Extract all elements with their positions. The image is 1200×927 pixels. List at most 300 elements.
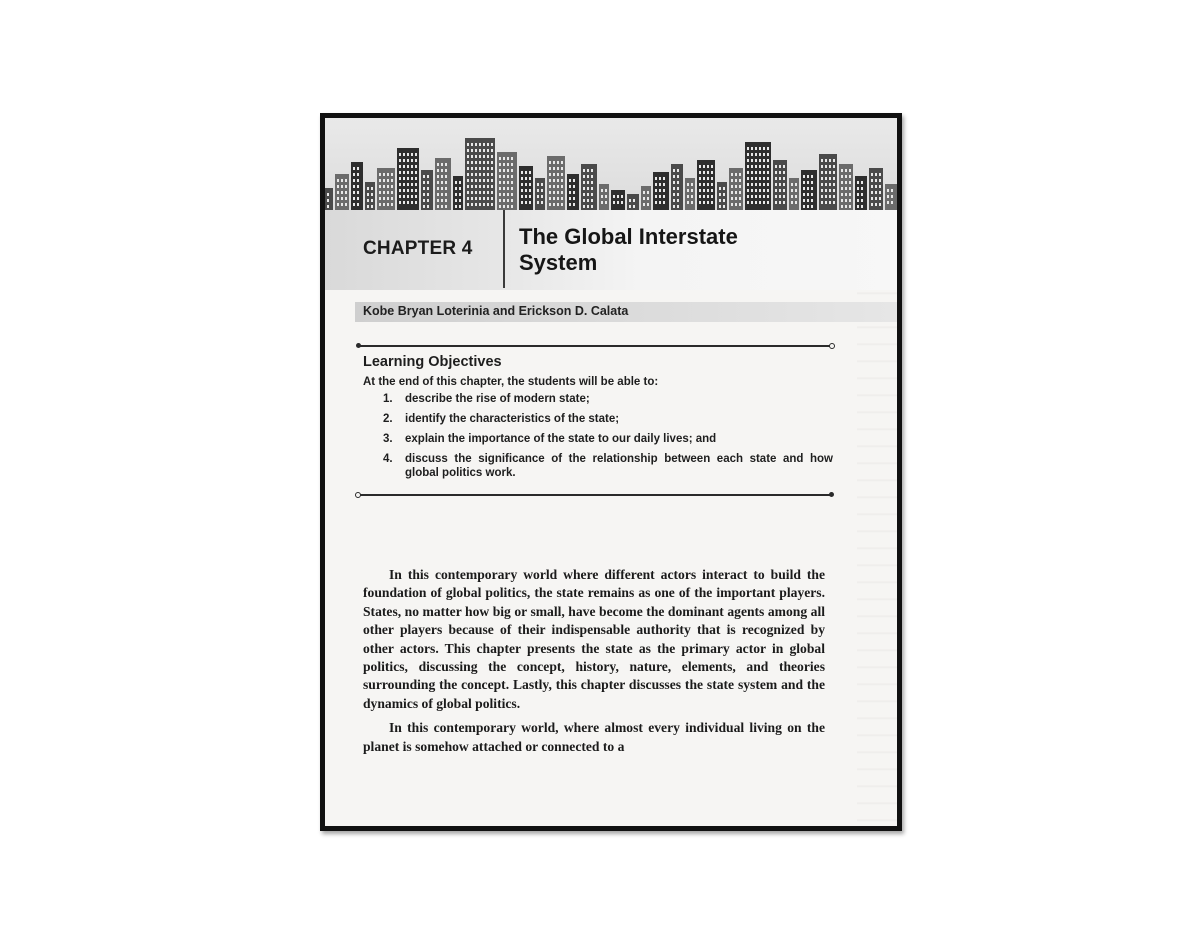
building-window xyxy=(467,185,469,188)
building-window xyxy=(677,181,679,184)
building-window xyxy=(779,201,781,204)
building-window xyxy=(553,203,555,206)
building-window xyxy=(795,195,797,198)
building-window xyxy=(775,165,777,168)
building-window xyxy=(751,183,753,186)
building-window xyxy=(525,177,527,180)
building-window xyxy=(629,199,631,202)
building-window xyxy=(475,143,477,146)
building-window xyxy=(479,143,481,146)
building-window xyxy=(537,195,539,198)
building-window xyxy=(731,173,733,176)
building-window xyxy=(341,203,343,206)
building-window xyxy=(371,199,373,202)
building-window xyxy=(811,187,813,190)
building-window xyxy=(719,187,721,190)
building-window xyxy=(763,147,765,150)
building-window xyxy=(751,159,753,162)
building-window xyxy=(677,193,679,196)
building-shape xyxy=(535,178,545,210)
building-window xyxy=(403,195,405,198)
building-window xyxy=(751,201,753,204)
building-window xyxy=(367,199,369,202)
objective-text: discuss the significance of the relationship between each state and how global politics work. xyxy=(405,453,833,479)
building-window xyxy=(759,171,761,174)
building-window xyxy=(541,195,543,198)
building-window xyxy=(841,205,843,208)
building-window xyxy=(755,183,757,186)
building-window xyxy=(411,159,413,162)
building-window xyxy=(391,191,393,194)
building-window xyxy=(487,179,489,182)
building-window xyxy=(557,197,559,200)
building-window xyxy=(763,201,765,204)
building-window xyxy=(403,171,405,174)
building-window xyxy=(849,193,851,196)
building-window xyxy=(487,149,489,152)
building-window xyxy=(811,181,813,184)
building-window xyxy=(731,179,733,182)
building-window xyxy=(807,175,809,178)
building-window xyxy=(821,165,823,168)
building-window xyxy=(423,181,425,184)
building-window xyxy=(383,191,385,194)
building-window xyxy=(441,169,443,172)
building-window xyxy=(803,175,805,178)
building-window xyxy=(471,185,473,188)
building-window xyxy=(739,179,741,182)
building-window xyxy=(391,179,393,182)
building-window xyxy=(673,175,675,178)
building-window xyxy=(601,201,603,204)
building-window xyxy=(849,199,851,202)
building-window xyxy=(591,187,593,190)
building-window xyxy=(663,189,665,192)
objectives-bottom-rule xyxy=(359,494,831,496)
building-window xyxy=(795,201,797,204)
building-window xyxy=(621,201,623,204)
chapter-authors: Kobe Bryan Loterinia and Erickson D. Calata xyxy=(363,304,629,318)
building-window xyxy=(803,199,805,202)
building-window xyxy=(511,157,513,160)
building-window xyxy=(353,203,355,206)
building-window xyxy=(345,191,347,194)
building-window xyxy=(503,175,505,178)
building-shape xyxy=(547,156,565,210)
building-window xyxy=(755,189,757,192)
building-window xyxy=(491,179,493,182)
building-window xyxy=(759,177,761,180)
building-window xyxy=(483,191,485,194)
building-window xyxy=(821,183,823,186)
building-window xyxy=(687,189,689,192)
building-shape xyxy=(611,190,625,210)
building-window xyxy=(403,183,405,186)
building-window xyxy=(601,195,603,198)
building-window xyxy=(755,147,757,150)
building-window xyxy=(763,195,765,198)
building-window xyxy=(511,199,513,202)
building-window xyxy=(833,159,835,162)
building-window xyxy=(475,149,477,152)
objective-number: 1. xyxy=(383,393,393,405)
building-window xyxy=(707,183,709,186)
building-window xyxy=(537,183,539,186)
building-window xyxy=(739,191,741,194)
building-window xyxy=(723,187,725,190)
building-window xyxy=(491,185,493,188)
building-window xyxy=(811,199,813,202)
building-window xyxy=(511,181,513,184)
building-window xyxy=(553,197,555,200)
building-window xyxy=(767,201,769,204)
building-shape xyxy=(717,182,727,210)
building-window xyxy=(479,179,481,182)
building-window xyxy=(833,183,835,186)
building-window xyxy=(825,183,827,186)
building-window xyxy=(487,161,489,164)
building-window xyxy=(821,189,823,192)
building-window xyxy=(379,203,381,206)
building-window xyxy=(617,201,619,204)
building-window xyxy=(591,205,593,208)
building-window xyxy=(491,143,493,146)
building-window xyxy=(427,187,429,190)
building-window xyxy=(795,183,797,186)
building-window xyxy=(833,201,835,204)
building-window xyxy=(327,199,329,202)
building-window xyxy=(703,183,705,186)
building-window xyxy=(553,191,555,194)
building-window xyxy=(561,173,563,176)
building-window xyxy=(423,205,425,208)
building-window xyxy=(549,167,551,170)
building-window xyxy=(643,203,645,206)
building-window xyxy=(459,187,461,190)
building-window xyxy=(415,189,417,192)
building-window xyxy=(591,169,593,172)
building-window xyxy=(655,201,657,204)
building-window xyxy=(879,197,881,200)
building-window xyxy=(587,205,589,208)
building-window xyxy=(561,179,563,182)
building-window xyxy=(441,205,443,208)
building-window xyxy=(829,183,831,186)
building-window xyxy=(735,197,737,200)
building-window xyxy=(767,153,769,156)
building-window xyxy=(755,195,757,198)
building-window xyxy=(673,199,675,202)
building-window xyxy=(529,171,531,174)
building-window xyxy=(487,155,489,158)
building-window xyxy=(829,165,831,168)
building-window xyxy=(759,147,761,150)
objective-number: 2. xyxy=(383,413,393,425)
building-window xyxy=(775,195,777,198)
building-window xyxy=(427,181,429,184)
building-window xyxy=(459,181,461,184)
building-window xyxy=(479,197,481,200)
building-window xyxy=(783,183,785,186)
building-window xyxy=(391,185,393,188)
building-window xyxy=(775,201,777,204)
body-paragraph: In this contemporary world, where almost every individual living on the planet is somehow attached or connected to a xyxy=(363,720,825,754)
building-window xyxy=(383,179,385,182)
building-window xyxy=(503,187,505,190)
building-window xyxy=(441,187,443,190)
building-window xyxy=(573,191,575,194)
building-window xyxy=(779,177,781,180)
building-window xyxy=(891,201,893,204)
building-window xyxy=(387,197,389,200)
building-window xyxy=(475,179,477,182)
building-window xyxy=(791,201,793,204)
building-window xyxy=(341,197,343,200)
building-window xyxy=(475,185,477,188)
building-window xyxy=(711,201,713,204)
building-window xyxy=(605,195,607,198)
building-window xyxy=(711,165,713,168)
building-window xyxy=(367,205,369,208)
building-window xyxy=(411,183,413,186)
building-window xyxy=(673,181,675,184)
building-window xyxy=(525,171,527,174)
building-window xyxy=(561,203,563,206)
building-window xyxy=(337,185,339,188)
building-window xyxy=(391,197,393,200)
building-window xyxy=(825,195,827,198)
building-window xyxy=(677,205,679,208)
building-window xyxy=(403,177,405,180)
building-window xyxy=(529,183,531,186)
building-window xyxy=(479,155,481,158)
building-window xyxy=(467,167,469,170)
building-window xyxy=(647,203,649,206)
building-window xyxy=(573,203,575,206)
building-window xyxy=(861,193,863,196)
building-window xyxy=(407,159,409,162)
building-window xyxy=(845,205,847,208)
building-window xyxy=(687,195,689,198)
building-window xyxy=(875,185,877,188)
building-window xyxy=(747,195,749,198)
building-window xyxy=(549,161,551,164)
building-window xyxy=(441,163,443,166)
building-window xyxy=(353,179,355,182)
building-window xyxy=(879,173,881,176)
building-window xyxy=(747,165,749,168)
building-window xyxy=(459,205,461,208)
building-window xyxy=(871,191,873,194)
building-window xyxy=(775,189,777,192)
building-window xyxy=(471,143,473,146)
building-window xyxy=(471,161,473,164)
building-window xyxy=(767,165,769,168)
building-window xyxy=(719,199,721,202)
chapter-label: CHAPTER 4 xyxy=(363,238,473,259)
building-window xyxy=(467,143,469,146)
building-window xyxy=(783,171,785,174)
building-window xyxy=(475,155,477,158)
building-window xyxy=(861,199,863,202)
building-window xyxy=(521,201,523,204)
building-window xyxy=(825,201,827,204)
building-window xyxy=(775,177,777,180)
building-window xyxy=(861,187,863,190)
building-window xyxy=(487,203,489,206)
body-paragraph: In this contemporary world where different actors interact to build the foundation of global politics, the state remains as one of the important players. States, no matter how big or small, have become the dominant agents among all other players because of their indispensable authority that is recognized by other actors. This chapter presents the state as the primary actor in global politics, discussing the concept, history, nature, elements, and theories surrounding the concept. Lastly, this chapter discusses the state system and the dynamics of global politics. xyxy=(363,567,825,711)
book-page-photo xyxy=(320,113,902,831)
building-window xyxy=(719,205,721,208)
building-window xyxy=(735,203,737,206)
building-window xyxy=(699,189,701,192)
building-window xyxy=(407,171,409,174)
building-window xyxy=(345,185,347,188)
building-window xyxy=(845,181,847,184)
building-window xyxy=(561,197,563,200)
building-window xyxy=(529,201,531,204)
building-window xyxy=(791,189,793,192)
building-window xyxy=(699,165,701,168)
building-window xyxy=(829,171,831,174)
building-window xyxy=(767,147,769,150)
building-window xyxy=(459,193,461,196)
building-window xyxy=(499,193,501,196)
building-window xyxy=(659,177,661,180)
building-window xyxy=(821,159,823,162)
building-window xyxy=(507,175,509,178)
building-window xyxy=(423,193,425,196)
building-window xyxy=(763,153,765,156)
building-window xyxy=(471,173,473,176)
building-window xyxy=(557,203,559,206)
building-window xyxy=(613,195,615,198)
building-window xyxy=(775,183,777,186)
building-window xyxy=(659,195,661,198)
building-window xyxy=(411,171,413,174)
objective-item xyxy=(363,452,833,480)
building-window xyxy=(479,203,481,206)
building-window xyxy=(387,173,389,176)
building-window xyxy=(735,179,737,182)
building-window xyxy=(857,193,859,196)
building-window xyxy=(521,171,523,174)
building-window xyxy=(691,201,693,204)
building-window xyxy=(821,195,823,198)
building-window xyxy=(739,203,741,206)
building-window xyxy=(655,195,657,198)
building-window xyxy=(887,201,889,204)
building-window xyxy=(507,187,509,190)
building-window xyxy=(475,167,477,170)
building-window xyxy=(779,183,781,186)
building-window xyxy=(629,205,631,208)
building-window xyxy=(841,175,843,178)
objective-text: identify the characteristics of the state; xyxy=(405,413,620,425)
building-window xyxy=(583,205,585,208)
building-window xyxy=(445,199,447,202)
building-window xyxy=(751,189,753,192)
building-window xyxy=(763,159,765,162)
building-window xyxy=(479,149,481,152)
building-window xyxy=(455,199,457,202)
building-window xyxy=(663,183,665,186)
building-window xyxy=(803,187,805,190)
building-window xyxy=(803,181,805,184)
building-window xyxy=(731,203,733,206)
building-window xyxy=(491,203,493,206)
building-window xyxy=(487,143,489,146)
learning-objectives xyxy=(363,354,833,486)
building-window xyxy=(677,169,679,172)
building-window xyxy=(499,187,501,190)
building-window xyxy=(861,205,863,208)
building-window xyxy=(483,185,485,188)
building-window xyxy=(487,197,489,200)
building-window xyxy=(353,191,355,194)
building-window xyxy=(511,163,513,166)
building-window xyxy=(617,195,619,198)
building-window xyxy=(353,173,355,176)
building-window xyxy=(383,203,385,206)
building-window xyxy=(739,173,741,176)
building-window xyxy=(755,177,757,180)
building-window xyxy=(783,177,785,180)
building-window xyxy=(569,179,571,182)
building-window xyxy=(833,165,835,168)
building-window xyxy=(763,171,765,174)
building-window xyxy=(437,187,439,190)
building-window xyxy=(849,169,851,172)
building-window xyxy=(445,175,447,178)
building-window xyxy=(491,173,493,176)
building-window xyxy=(557,167,559,170)
building-window xyxy=(707,165,709,168)
building-window xyxy=(455,205,457,208)
building-window xyxy=(415,195,417,198)
building-window xyxy=(583,187,585,190)
building-window xyxy=(605,189,607,192)
building-window xyxy=(587,175,589,178)
building-window xyxy=(739,197,741,200)
building-window xyxy=(643,197,645,200)
building-window xyxy=(467,179,469,182)
building-window xyxy=(569,191,571,194)
building-window xyxy=(703,195,705,198)
building-window xyxy=(415,159,417,162)
building-window xyxy=(483,155,485,158)
building-window xyxy=(875,179,877,182)
building-window xyxy=(803,193,805,196)
building-window xyxy=(407,189,409,192)
building-window xyxy=(587,193,589,196)
building-window xyxy=(503,157,505,160)
building-window xyxy=(553,173,555,176)
building-window xyxy=(707,189,709,192)
building-window xyxy=(557,185,559,188)
building-window xyxy=(427,193,429,196)
building-window xyxy=(613,201,615,204)
building-window xyxy=(699,195,701,198)
building-window xyxy=(875,191,877,194)
building-window xyxy=(557,179,559,182)
building-window xyxy=(475,161,477,164)
building-window xyxy=(711,177,713,180)
building-window xyxy=(337,197,339,200)
building-window xyxy=(491,191,493,194)
building-window xyxy=(621,195,623,198)
building-window xyxy=(371,193,373,196)
